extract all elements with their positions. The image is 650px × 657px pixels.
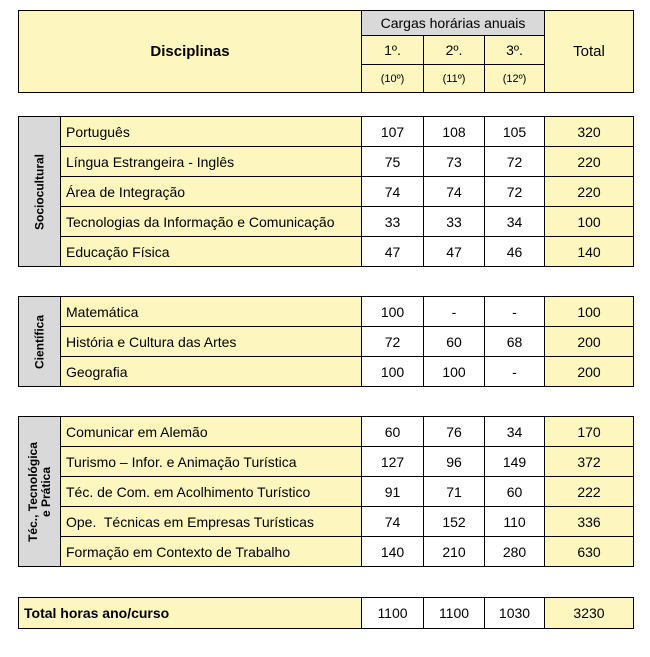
hours-total: 200 [545, 327, 634, 357]
group-label-cientifica: Científica [19, 297, 61, 387]
hours-year-3: 68 [485, 327, 545, 357]
hours-total: 100 [545, 297, 634, 327]
hours-total: 222 [545, 477, 634, 507]
total-year-3: 1030 [485, 598, 545, 629]
hours-year-3: 60 [485, 477, 545, 507]
hours-year-1: 47 [362, 237, 424, 267]
hours-year-1: 100 [362, 297, 424, 327]
tecnologica-table [18, 416, 634, 567]
table-row [19, 177, 634, 207]
subject-name: Matemática [61, 297, 362, 327]
cargas-header: Cargas horárias anuais [362, 11, 545, 36]
sociocultural-table [18, 116, 634, 267]
group-label-sociocultural: Sociocultural [19, 117, 61, 267]
disciplinas-header: Disciplinas [19, 11, 362, 93]
hours-year-1: 107 [362, 117, 424, 147]
hours-year-1: 72 [362, 327, 424, 357]
table-row [19, 207, 634, 237]
hours-year-3: 46 [485, 237, 545, 267]
hours-year-2: 73 [424, 147, 485, 177]
hours-year-2: 210 [424, 537, 485, 567]
hours-year-1: 140 [362, 537, 424, 567]
hours-total: 100 [545, 207, 634, 237]
table-row [19, 147, 634, 177]
hours-total: 320 [545, 117, 634, 147]
hours-total: 220 [545, 177, 634, 207]
hours-year-2: 60 [424, 327, 485, 357]
hours-total: 200 [545, 357, 634, 387]
table-row [19, 297, 634, 327]
hours-year-3: 280 [485, 537, 545, 567]
subject-name: Português [61, 117, 362, 147]
hours-year-3: 149 [485, 447, 545, 477]
total-overall: 3230 [545, 598, 634, 629]
cientifica-table [18, 296, 634, 387]
table-row [19, 507, 634, 537]
table-row [19, 117, 634, 147]
year-3-header: 3º. [485, 36, 545, 65]
subject-name: Tecnologias da Informação e Comunicação [61, 207, 362, 237]
table-row [19, 447, 634, 477]
hours-year-2: 74 [424, 177, 485, 207]
grade-12-header: (12º) [485, 65, 545, 93]
table-row [19, 357, 634, 387]
hours-year-1: 74 [362, 177, 424, 207]
hours-year-3: 34 [485, 417, 545, 447]
table-row [19, 537, 634, 567]
hours-year-2: 100 [424, 357, 485, 387]
hours-total: 336 [545, 507, 634, 537]
hours-year-1: 33 [362, 207, 424, 237]
table-row [19, 237, 634, 267]
hours-year-3: - [485, 297, 545, 327]
grade-11-header: (11º) [424, 65, 485, 93]
hours-year-2: 71 [424, 477, 485, 507]
hours-total: 372 [545, 447, 634, 477]
hours-year-2: 33 [424, 207, 485, 237]
subject-name: Formação em Contexto de Trabalho [61, 537, 362, 567]
header-table [18, 10, 634, 93]
table-row [19, 417, 634, 447]
hours-total: 220 [545, 147, 634, 177]
table-row [19, 477, 634, 507]
subject-name: Ope. Técnicas em Empresas Turísticas [61, 507, 362, 537]
hours-total: 140 [545, 237, 634, 267]
hours-year-1: 60 [362, 417, 424, 447]
totals-table [18, 597, 634, 629]
subject-name: Educação Física [61, 237, 362, 267]
hours-year-2: 76 [424, 417, 485, 447]
grade-10-header: (10º) [362, 65, 424, 93]
year-2-header: 2º. [424, 36, 485, 65]
hours-total: 630 [545, 537, 634, 567]
hours-year-1: 100 [362, 357, 424, 387]
hours-year-3: 105 [485, 117, 545, 147]
totals-label: Total horas ano/curso [19, 598, 362, 629]
hours-year-3: 34 [485, 207, 545, 237]
total-year-2: 1100 [424, 598, 485, 629]
hours-year-2: 108 [424, 117, 485, 147]
hours-year-1: 75 [362, 147, 424, 177]
subject-name: Língua Estrangeira - Inglês [61, 147, 362, 177]
total-header: Total [545, 11, 634, 93]
hours-year-2: 152 [424, 507, 485, 537]
hours-year-3: - [485, 357, 545, 387]
hours-year-1: 127 [362, 447, 424, 477]
hours-year-3: 110 [485, 507, 545, 537]
group-label-tecnologica: Téc., Tecnológica e Prática [19, 417, 61, 567]
table-row [19, 327, 634, 357]
hours-year-3: 72 [485, 177, 545, 207]
subject-name: História e Cultura das Artes [61, 327, 362, 357]
hours-year-2: - [424, 297, 485, 327]
totals-row [19, 598, 634, 629]
subject-name: Comunicar em Alemão [61, 417, 362, 447]
subject-name: Área de Integração [61, 177, 362, 207]
hours-year-3: 72 [485, 147, 545, 177]
hours-total: 170 [545, 417, 634, 447]
subject-name: Geografia [61, 357, 362, 387]
subject-name: Turismo – Infor. e Animação Turística [61, 447, 362, 477]
hours-year-2: 47 [424, 237, 485, 267]
total-year-1: 1100 [362, 598, 424, 629]
hours-year-2: 96 [424, 447, 485, 477]
hours-year-1: 91 [362, 477, 424, 507]
subject-name: Téc. de Com. em Acolhimento Turístico [61, 477, 362, 507]
year-1-header: 1º. [362, 36, 424, 65]
hours-year-1: 74 [362, 507, 424, 537]
